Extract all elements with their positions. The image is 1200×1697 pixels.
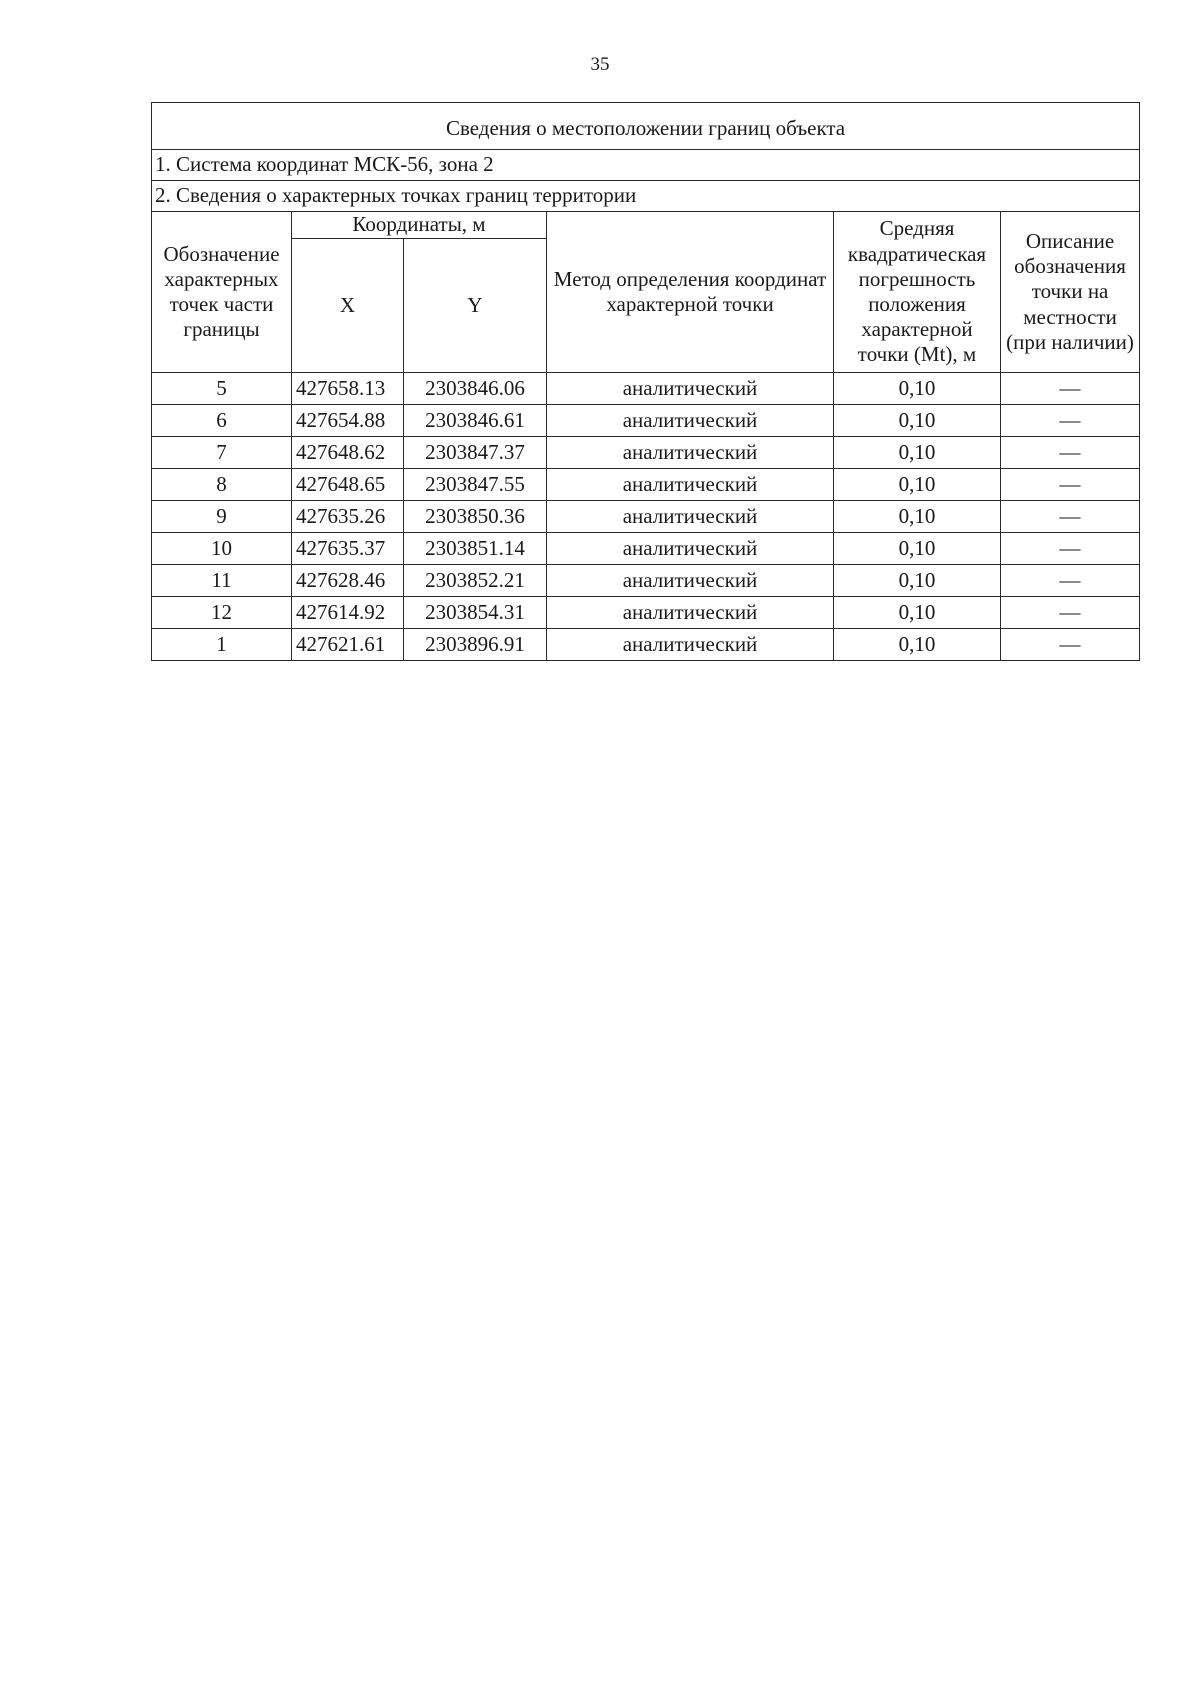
cell-point-number: 6	[152, 405, 292, 437]
cell-x: 427621.61	[292, 629, 404, 661]
cell-x: 427635.26	[292, 501, 404, 533]
cell-description: —	[1001, 405, 1140, 437]
cell-y: 2303847.37	[404, 437, 547, 469]
cell-point-number: 5	[152, 373, 292, 405]
cell-method: аналитический	[547, 597, 834, 629]
header-point-designation: Обозначение характерных точек части границы	[152, 212, 292, 373]
cell-x: 427648.65	[292, 469, 404, 501]
cell-x: 427654.88	[292, 405, 404, 437]
cell-x: 427614.92	[292, 597, 404, 629]
page-number: 35	[590, 54, 610, 75]
table-title: Сведения о местоположении границ объекта	[152, 103, 1140, 150]
header-coordinates: Координаты, м	[292, 212, 547, 239]
cell-description: —	[1001, 597, 1140, 629]
cell-method: аналитический	[547, 565, 834, 597]
cell-method: аналитический	[547, 469, 834, 501]
table-row	[152, 469, 1140, 501]
boundary-points-table	[151, 102, 1140, 661]
table-row	[152, 373, 1140, 405]
section-title: 2. Сведения о характерных точках границ территории	[152, 181, 1140, 212]
table-row	[152, 437, 1140, 469]
cell-x: 427648.62	[292, 437, 404, 469]
cell-y: 2303852.21	[404, 565, 547, 597]
cell-error: 0,10	[834, 565, 1001, 597]
cell-description: —	[1001, 565, 1140, 597]
cell-point-number: 8	[152, 469, 292, 501]
table-row	[152, 597, 1140, 629]
cell-error: 0,10	[834, 437, 1001, 469]
header-method: Метод определения координат характерной точки	[547, 212, 834, 373]
cell-description: —	[1001, 437, 1140, 469]
table-row	[152, 405, 1140, 437]
cell-point-number: 7	[152, 437, 292, 469]
cell-point-number: 12	[152, 597, 292, 629]
table-row	[152, 501, 1140, 533]
cell-y: 2303854.31	[404, 597, 547, 629]
cell-method: аналитический	[547, 373, 834, 405]
table-row	[152, 533, 1140, 565]
cell-x: 427635.37	[292, 533, 404, 565]
cell-y: 2303846.06	[404, 373, 547, 405]
cell-method: аналитический	[547, 405, 834, 437]
cell-error: 0,10	[834, 597, 1001, 629]
cell-error: 0,10	[834, 405, 1001, 437]
coordinate-system: 1. Система координат МСК-56, зона 2	[152, 150, 1140, 181]
cell-description: —	[1001, 533, 1140, 565]
cell-method: аналитический	[547, 437, 834, 469]
cell-error: 0,10	[834, 501, 1001, 533]
header-description: Описание обозначения точки на местности (при наличии)	[1001, 212, 1140, 373]
cell-x: 427658.13	[292, 373, 404, 405]
cell-description: —	[1001, 373, 1140, 405]
cell-y: 2303846.61	[404, 405, 547, 437]
cell-error: 0,10	[834, 629, 1001, 661]
cell-method: аналитический	[547, 501, 834, 533]
table-row	[152, 565, 1140, 597]
cell-point-number: 10	[152, 533, 292, 565]
cell-method: аналитический	[547, 629, 834, 661]
cell-point-number: 9	[152, 501, 292, 533]
cell-method: аналитический	[547, 533, 834, 565]
cell-point-number: 1	[152, 629, 292, 661]
cell-error: 0,10	[834, 373, 1001, 405]
cell-y: 2303850.36	[404, 501, 547, 533]
cell-x: 427628.46	[292, 565, 404, 597]
header-y: Y	[404, 239, 547, 373]
table-row	[152, 629, 1140, 661]
cell-point-number: 11	[152, 565, 292, 597]
cell-description: —	[1001, 501, 1140, 533]
cell-description: —	[1001, 469, 1140, 501]
cell-y: 2303896.91	[404, 629, 547, 661]
cell-y: 2303851.14	[404, 533, 547, 565]
cell-y: 2303847.55	[404, 469, 547, 501]
cell-error: 0,10	[834, 533, 1001, 565]
cell-description: —	[1001, 629, 1140, 661]
header-error: Средняя квадратическая погрешность положения характерной точки (Mt), м	[834, 212, 1001, 373]
cell-error: 0,10	[834, 469, 1001, 501]
header-x: X	[292, 239, 404, 373]
